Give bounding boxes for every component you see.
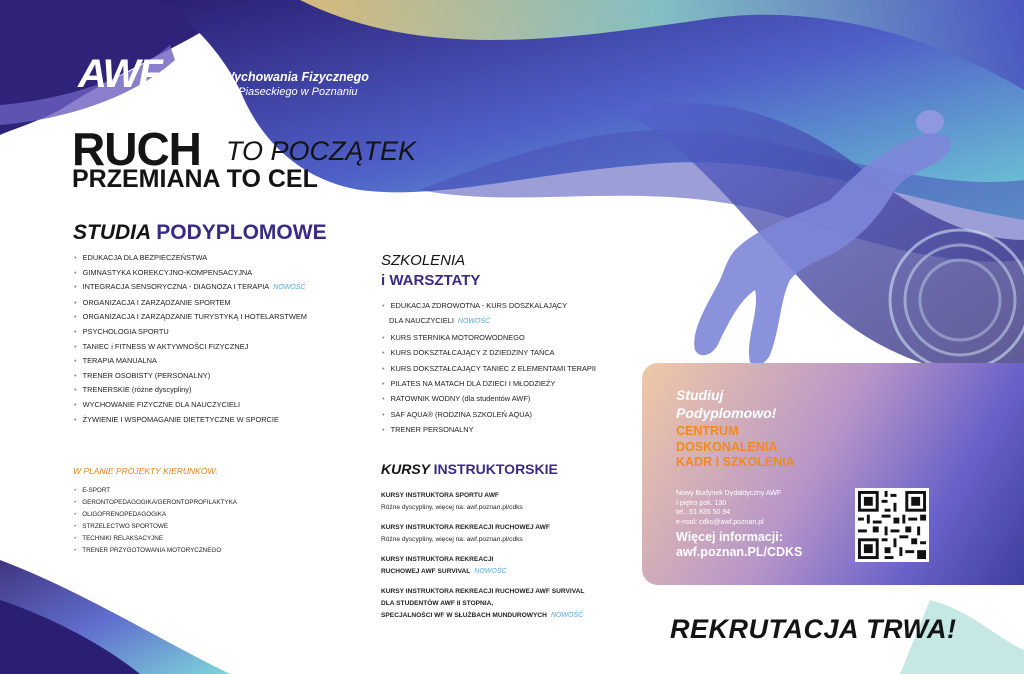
studia-item-label: PSYCHOLOGIA SPORTU [82,326,169,336]
studia-title [73,221,327,245]
kursy-item-line [381,598,641,610]
studia-item [74,383,307,398]
szkolenia-item [382,391,596,406]
kursy-item-line [381,610,641,622]
plan-item-label: E-SPORT [82,487,111,494]
studia-item-label: EDUKACJA DLA BEZPIECZEŃSTWA [82,253,208,262]
kursy-item [381,554,641,578]
szkolenia-item [382,407,596,422]
plan-item-label: STRZELECTWO SPORTOWE [82,523,169,530]
more-info-url[interactable]: awf.poznan.PL/CDKS [676,545,803,559]
new-tag: NOWOŚĆ [273,284,306,292]
plan-item-label: GERONTOPEDAGOGIKA/GERONTOPROFILAKTYKA [82,499,237,506]
centrum-line-2: DOSKONALENIA [676,439,778,454]
szkolenia-title-a: SZKOLENIA [381,252,466,269]
studia-item [74,340,307,355]
szkolenia-item-label: RATOWNIK WODNY (dla studentów AWF) [390,394,531,404]
kursy-title-b: INSTRUKTORSKIE [433,461,558,477]
kursy-item-text: Różne dyscypliny, więcej na: awf.poznan.pl/cdks [381,536,523,543]
studia-item [74,251,307,266]
szkolenia-item-label: KURS DOKSZTAŁCAJĄCY TANIEC Z ELEMENTAMI TERAPII [390,363,596,373]
studia-item-label: TERAPIA MANUALNA [82,356,157,366]
studia-list [74,251,307,427]
studia-item [74,398,307,413]
studia-item-label: GIMNASTYKA KOREKCYJNO-KOMPENSACYJNA [82,267,253,277]
new-tag: NOWOŚĆ [457,318,491,326]
studia-item-label: WYCHOWANIE FIZYCZNE DLA NAUCZYCIELI [82,399,241,409]
szkolenia-item-label: PILATES NA MATACH DLA DZIECI I MŁODZIEŻY [390,379,556,389]
kursy-item-line [381,522,641,534]
centrum-name [676,424,795,471]
szkolenia-item [382,345,596,360]
studia-item [74,369,307,384]
more-info-label: Więcej informacji: [676,530,783,544]
szkolenia-item [382,376,596,391]
szkolenia-item-label: TRENER PERSONALNY [390,425,474,435]
kursy-item-line [381,534,641,546]
headline-to-poczatek: TO POCZĄTEK [226,136,417,166]
szkolenia-item [382,330,596,345]
kursy-item-text: RUCHOWEJ AWF SURVIVAL [381,568,471,575]
rekrutacja-trwa: REKRUTACJA TRWA! [670,614,957,644]
szkolenia-item-label: KURS STERNIKA MOTOROWODNEGO [390,332,525,342]
qr-code-icon[interactable] [855,488,929,562]
studia-item-label: TRENERSKIE (różne dyscypliny) [82,385,192,395]
studia-item-label: TRENER OSOBISTY (PERSONALNY) [82,370,211,380]
kursy-item [381,522,641,546]
plan-item [74,521,237,533]
plan-title: W PLANIE PROJEKTY KIERUNKÓW: [73,466,218,476]
szkolenia-item [382,298,596,313]
studia-item [74,296,307,311]
studiuj-line-1: Studiuj [676,387,724,403]
szkolenia-item [382,422,596,437]
studia-item [74,413,307,428]
kursy-item [381,490,641,514]
plan-item [74,497,237,509]
kursy-item-line [381,586,641,598]
kursy-item [381,586,641,622]
studia-item [74,325,307,340]
studia-item [74,266,307,281]
plan-item [74,533,237,545]
kursy-item-text: KURSY INSTRUKTORA REKREACJI [381,556,494,563]
szkolenia-item [382,361,596,376]
awf-logo-mark: AWF [78,52,161,96]
kursy-list [381,490,641,630]
contact-info [676,489,781,527]
headline-ruch: RUCH [72,123,201,175]
phone: tel.: 61 835 50 94 [676,509,731,516]
studia-item [74,354,307,369]
studia-item-label: ORGANIZACJA I ZARZĄDZANIE TURYSTYKĄ I HOTELARSTWEM [82,312,307,322]
new-tag: NOWOŚĆ [550,612,584,619]
szkolenia-item-label: KURS DOKSZTAŁCAJĄCY Z DZIEDZINY TAŃCA [390,348,555,358]
kursy-title [381,461,558,477]
studia-item [74,280,307,296]
szkolenia-item-label: DLA NAUCZYCIELI [389,316,454,326]
kursy-item-line [381,554,641,566]
centrum-line-3: KADR I SZKOLENIA [676,455,795,469]
kursy-item-line [381,566,641,578]
kursy-item-text: KURSY INSTRUKTORA SPORTU AWF [381,492,499,499]
szkolenia-item-label: SAF AQUA® (RODZINA SZKOLEŃ AQUA) [390,409,532,419]
kursy-item-text: KURSY INSTRUKTORA REKREACJI RUCHOWEJ AWF SURVIVAL [381,588,585,595]
address-line-2: I piętro pok. 130 [676,499,727,507]
studia-item-label: TANIEC i FITNESS W AKTYWNOŚCI FIZYCZNEJ [82,341,249,351]
kursy-item-text: DLA STUDENTÓW AWF II STOPNIA, [381,600,494,607]
plan-item-label: TECHNIKI RELAKSACYJNE [82,535,164,542]
plan-list [74,485,237,557]
logo-institution-subtitle: im. Eugeniusza Piaseckiego w Poznaniu [160,86,358,98]
new-tag: NOWOŚĆ [474,568,507,575]
plan-item [74,509,237,521]
studia-item [74,310,307,325]
address-line-1: Nowy Budynek Dydaktyczny AWF [676,490,782,497]
kursy-item-text: Różne dyscypliny, więcej na: awf.poznan.pl/cdks [381,504,523,511]
more-info [676,530,802,560]
studiuj-line-2: Podyplomowo! [676,405,777,421]
kursy-item-line [381,490,641,502]
plan-item-label: OLIGOFRENOPEDAGOGIKA [82,511,167,518]
szkolenia-title-b: i WARSZTATY [381,272,481,289]
studiuj-podyplomowo [676,386,776,422]
studia-item-label: ŻYWIENIE I WSPOMAGANIE DIETETYCZNE W SPORCIE [82,414,279,424]
plan-item-label: TRENER PRZYGOTOWANIA MOTORYCZNEGO [82,547,222,554]
email: e-mail: cdks@awf.poznan.pl [676,518,764,526]
centrum-line-1: CENTRUM [676,424,739,438]
szkolenia-item-label: EDUKACJA ZDROWOTNA - KURS DOSZKALAJĄCY [390,301,568,310]
logo-institution-name: Akademia Wychowania Fizycznego [160,70,369,84]
studia-item-label: INTEGRACJA SENSORYCZNA - DIAGNOZA I TERAPIA [82,282,270,292]
studia-title-a: STUDIA [73,221,151,244]
studia-item-label: ORGANIZACJA I ZARZĄDZANIE SPORTEM [82,297,231,307]
kursy-title-a: KURSY [381,461,430,477]
plan-item [74,545,237,557]
plan-item [74,485,237,497]
szkolenia-item [382,313,596,329]
szkolenia-list [382,298,596,438]
kursy-item-line [381,502,641,514]
headline-przemiana: PRZEMIANA TO CEL [72,165,318,193]
kursy-item-text: SPECJALNOŚCI WF W SŁUŻBACH MUNDUROWYCH [381,612,547,619]
kursy-item-text: KURSY INSTRUKTORA REKREACJI RUCHOWEJ AWF [381,524,550,531]
studia-title-b: PODYPLOMOWE [156,221,327,244]
